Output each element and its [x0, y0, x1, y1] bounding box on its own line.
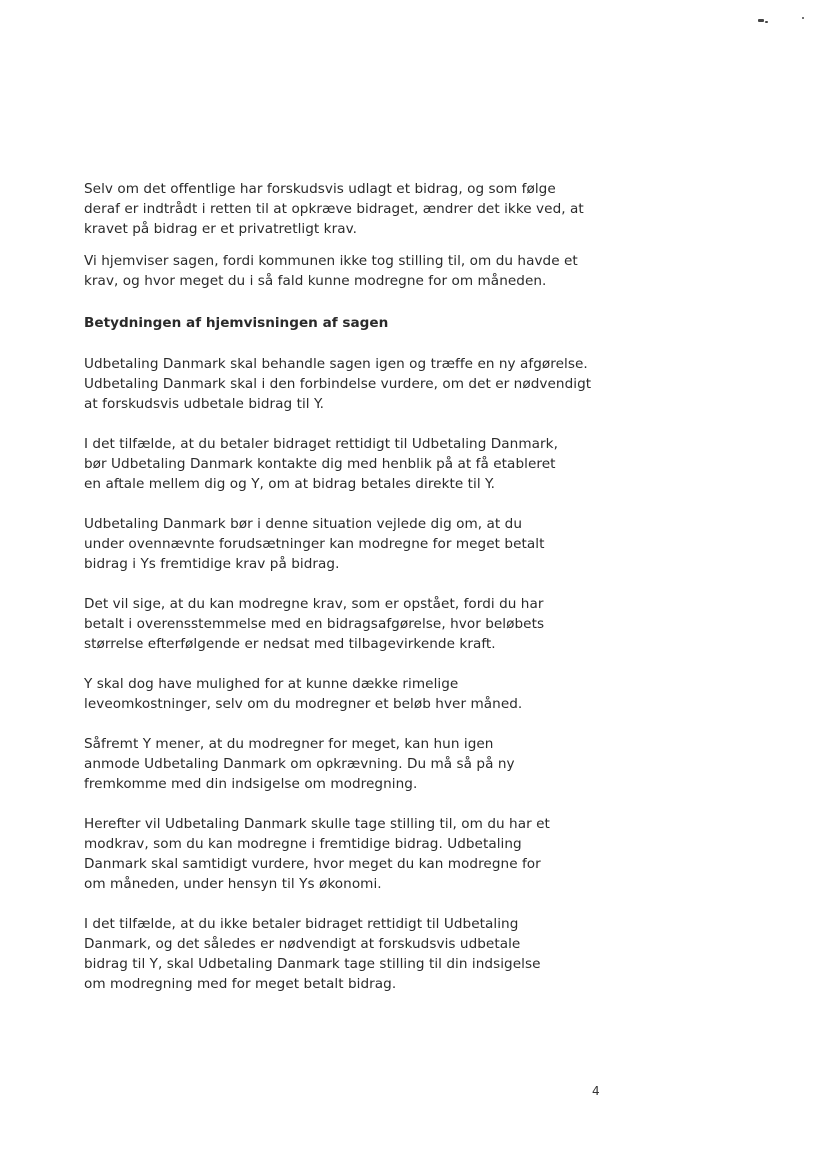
text-line: Udbetaling Danmark skal i den forbindelse vurdere, om det er nødvendigt: [84, 376, 592, 392]
text-line: at forskudsvis udbetale bidrag til Y.: [84, 396, 324, 412]
text-line: I det tilfælde, at du ikke betaler bidraget rettidigt til Udbetaling: [84, 916, 519, 932]
text-line: modkrav, som du kan modregne i fremtidige bidrag. Udbetaling: [84, 836, 522, 852]
text-line: Udbetaling Danmark bør i denne situation vejlede dig om, at du: [84, 516, 522, 532]
paragraph: [84, 814, 614, 894]
text-line: kravet på bidrag er et privatretligt krav.: [84, 221, 358, 237]
page-number: 4: [592, 1084, 600, 1098]
text-line: bidrag til Y, skal Udbetaling Danmark tage stilling til din indsigelse: [84, 956, 541, 972]
text-line: Y skal dog have mulighed for at kunne dække rimelige: [84, 676, 459, 692]
scan-mark: [758, 19, 764, 22]
scan-mark: [802, 17, 804, 19]
paragraph: [84, 914, 614, 994]
text-line: under ovennævnte forudsætninger kan modregne for meget betalt: [84, 536, 545, 552]
scan-mark: [765, 21, 768, 23]
text-line: krav, og hvor meget du i så fald kunne modregne for om måneden.: [84, 273, 547, 289]
text-line: deraf er indtrådt i retten til at opkræve bidraget, ændrer det ikke ved, at: [84, 201, 584, 217]
text-line: betalt i overensstemmelse med en bidragsafgørelse, hvor beløbets: [84, 616, 545, 632]
text-line: Danmark skal samtidigt vurdere, hvor meget du kan modregne for: [84, 856, 541, 872]
paragraph: [84, 674, 614, 714]
paragraph-intro: [84, 179, 614, 239]
text-line: Herefter vil Udbetaling Danmark skulle tage stilling til, om du har et: [84, 816, 550, 832]
section-heading: Betydningen af hjemvisningen af sagen: [84, 315, 389, 331]
text-line: anmode Udbetaling Danmark om opkrævning. Du må så på ny: [84, 756, 515, 772]
text-line: Udbetaling Danmark skal behandle sagen igen og træffe en ny afgørelse.: [84, 356, 588, 372]
text-line: Det vil sige, at du kan modregne krav, som er opstået, fordi du har: [84, 596, 544, 612]
text-line: om måneden, under hensyn til Ys økonomi.: [84, 876, 382, 892]
paragraph: [84, 354, 614, 414]
text-line: Vi hjemviser sagen, fordi kommunen ikke tog stilling til, om du havde et: [84, 253, 578, 269]
text-line: bidrag i Ys fremtidige krav på bidrag.: [84, 556, 340, 572]
paragraph-remand: [84, 251, 614, 291]
paragraph: [84, 734, 614, 794]
text-line: Danmark, og det således er nødvendigt at forskudsvis udbetale: [84, 936, 521, 952]
text-line: fremkomme med din indsigelse om modregning.: [84, 776, 418, 792]
text-line: I det tilfælde, at du betaler bidraget rettidigt til Udbetaling Danmark,: [84, 436, 558, 452]
text-line: størrelse efterfølgende er nedsat med tilbagevirkende kraft.: [84, 636, 496, 652]
text-line: om modregning med for meget betalt bidrag.: [84, 976, 397, 992]
paragraph: [84, 594, 614, 654]
text-line: leveomkostninger, selv om du modregner et beløb hver måned.: [84, 696, 523, 712]
text-line: Såfremt Y mener, at du modregner for meget, kan hun igen: [84, 736, 494, 752]
paragraph: [84, 434, 614, 494]
paragraph: [84, 514, 614, 574]
text-line: en aftale mellem dig og Y, om at bidrag betales direkte til Y.: [84, 476, 496, 492]
text-line: bør Udbetaling Danmark kontakte dig med henblik på at få etableret: [84, 456, 556, 472]
text-line: Selv om det offentlige har forskudsvis udlagt et bidrag, og som følge: [84, 181, 556, 197]
document-body: [84, 179, 614, 994]
